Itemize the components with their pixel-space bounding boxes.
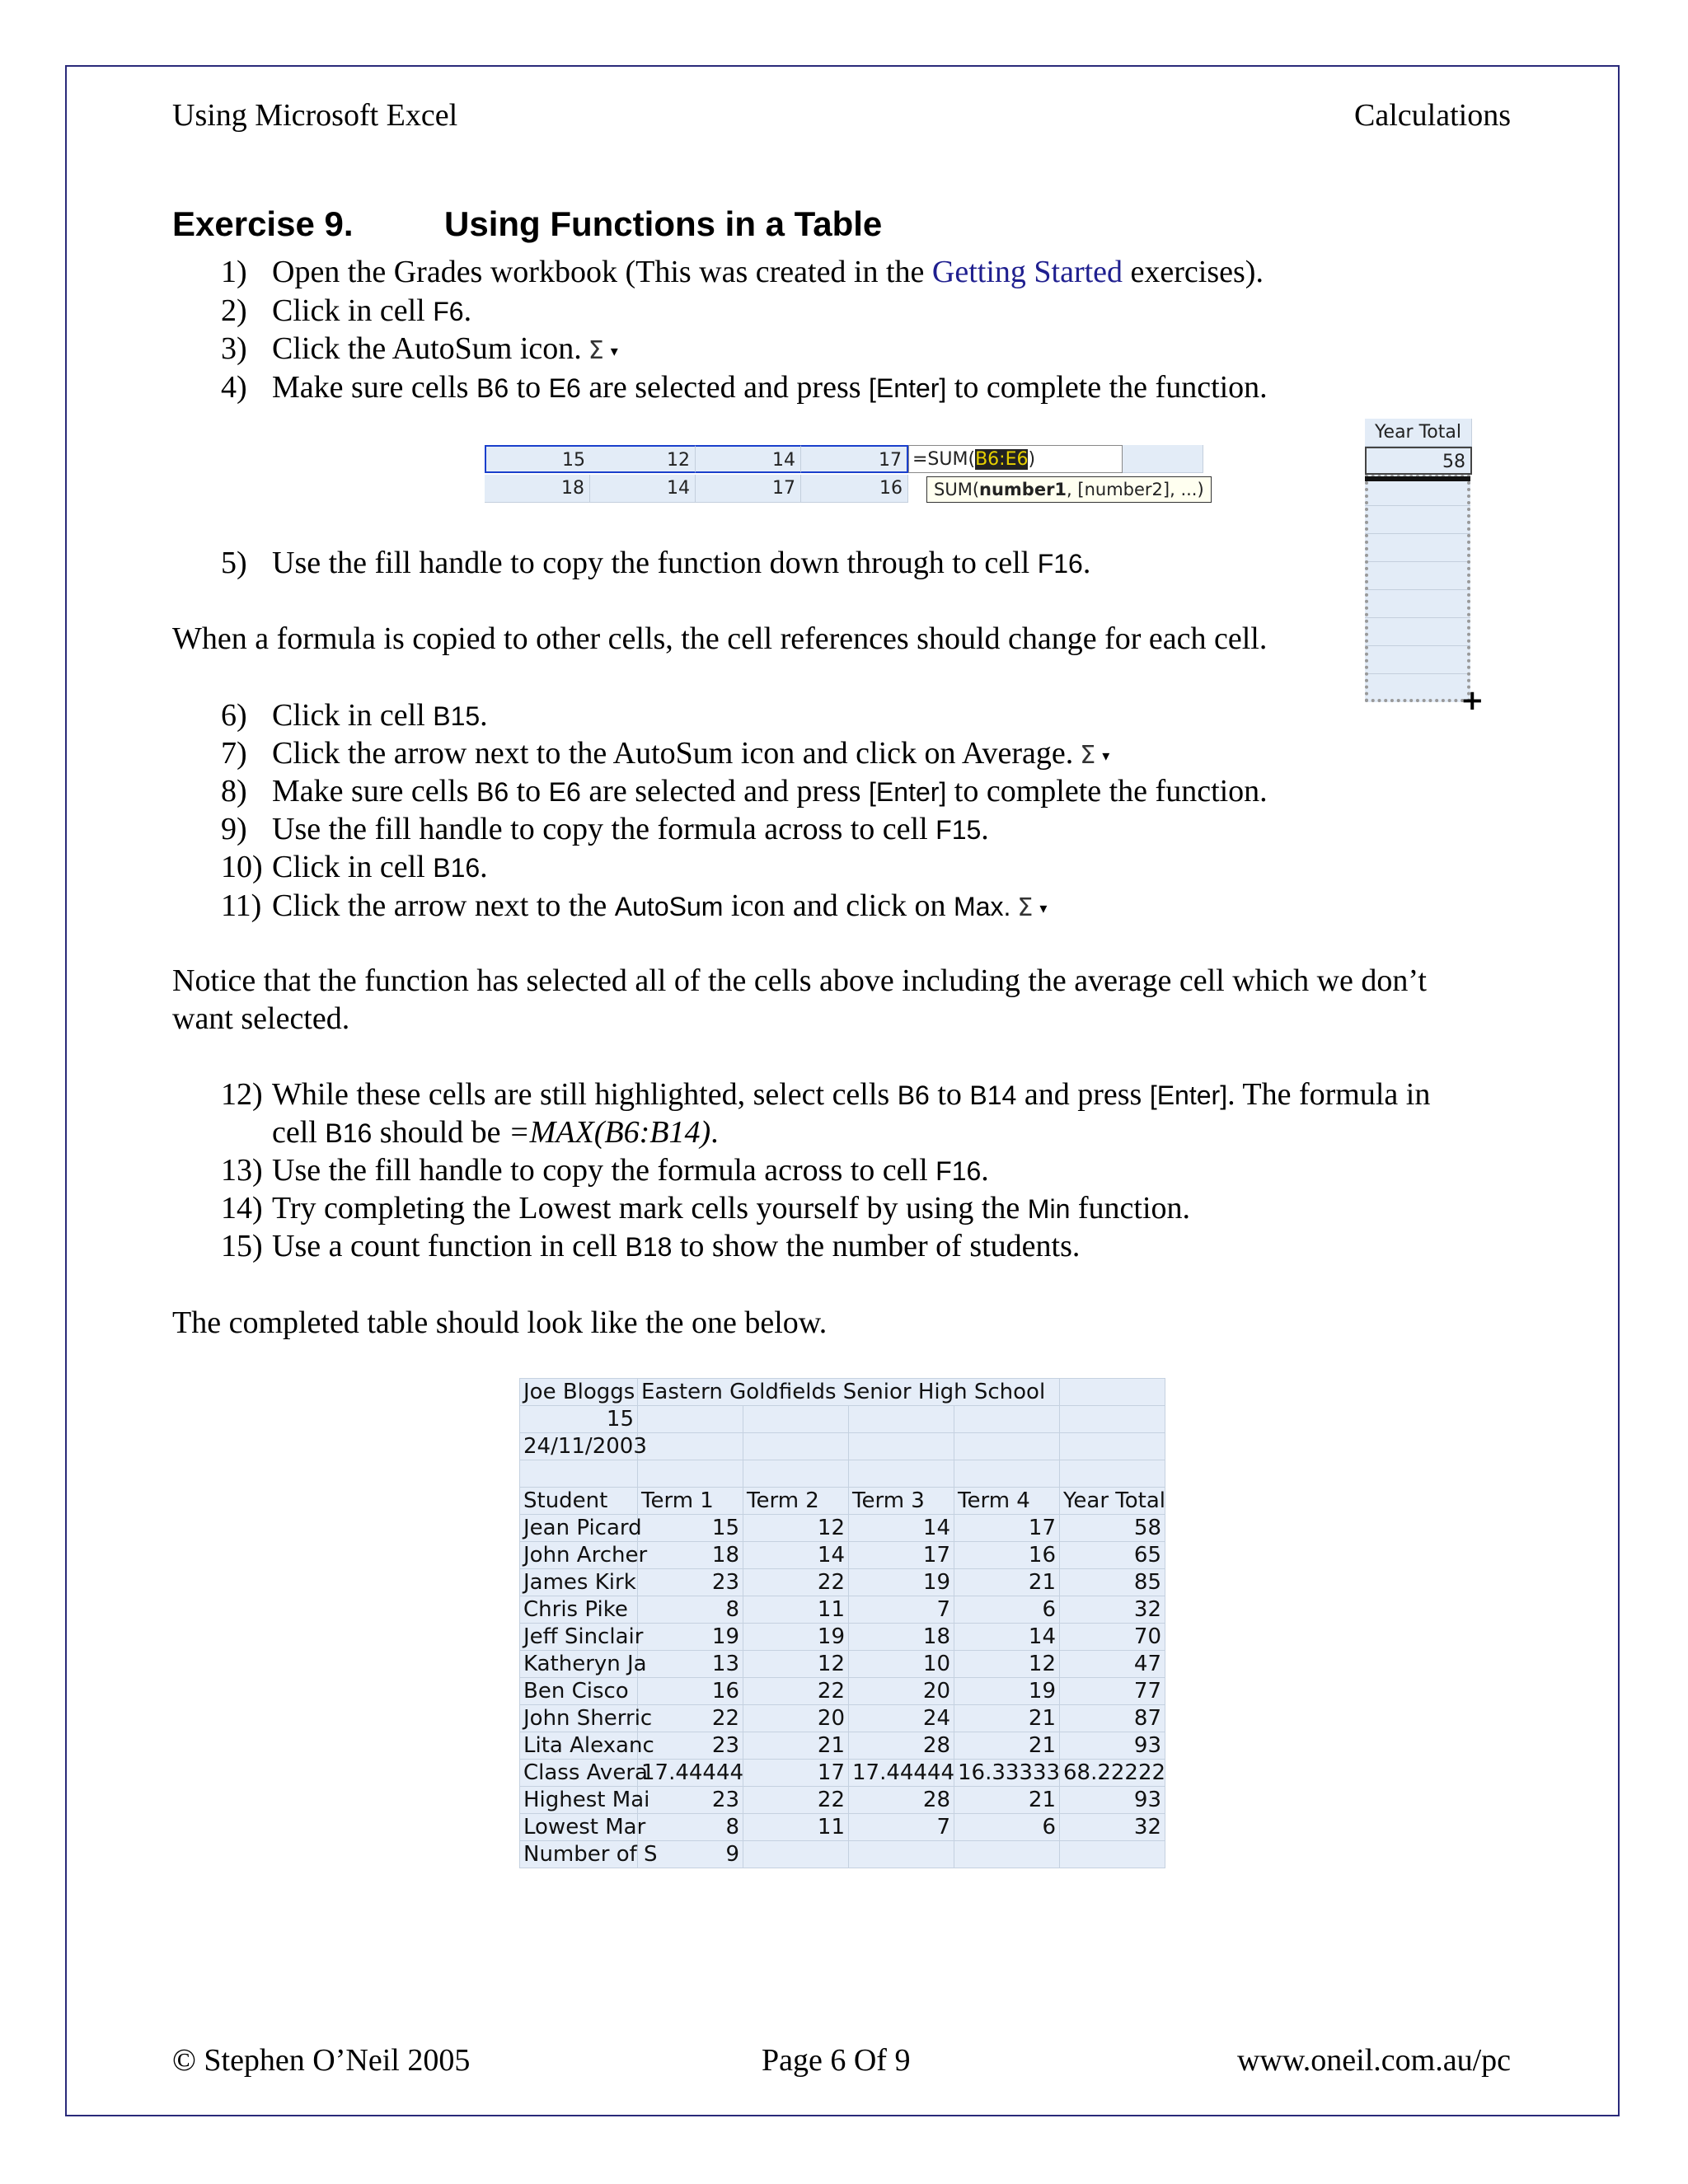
value-cell: 21 — [954, 1732, 1060, 1760]
value-cell: 28 — [849, 1732, 954, 1760]
note-completed-table: The completed table should look like the one below. — [172, 1305, 828, 1340]
row-label-cell: Jean Picard — [520, 1515, 638, 1542]
row-label-cell: Katheryn Ja — [520, 1651, 638, 1678]
cell-empty — [1123, 445, 1203, 473]
value-cell: 17.44444 — [849, 1760, 954, 1787]
value-cell: 19 — [743, 1624, 849, 1651]
value-cell: 10 — [849, 1651, 954, 1678]
sum-formula-screenshot — [485, 443, 1203, 504]
value-cell: 17 — [954, 1515, 1060, 1542]
table-header-row — [520, 1488, 1165, 1515]
table-row — [520, 1841, 1165, 1868]
autosum-icon: Σ — [1017, 893, 1034, 922]
value-cell: 77 — [1060, 1678, 1165, 1705]
column-header: Term 4 — [954, 1488, 1060, 1515]
value-cell: 16 — [638, 1678, 743, 1705]
table-row — [520, 1406, 1165, 1433]
row-label-cell: John Archer — [520, 1542, 638, 1569]
autosum-icon: Σ — [1080, 741, 1096, 770]
row-label-cell: Number of S — [520, 1841, 638, 1868]
header-left: Using Microsoft Excel — [172, 98, 458, 133]
value-cell: 22 — [743, 1678, 849, 1705]
table-row — [520, 1379, 1165, 1406]
value-cell: 22 — [743, 1569, 849, 1596]
value-cell: 23 — [638, 1787, 743, 1814]
getting-started-link[interactable]: Getting Started — [931, 255, 1123, 289]
table-row — [520, 1678, 1165, 1705]
value-cell: 11 — [743, 1596, 849, 1624]
table-cell: 15 — [520, 1406, 638, 1433]
table-row — [520, 1760, 1165, 1787]
row-label-cell: Lita Alexanc — [520, 1732, 638, 1760]
value-cell: 23 — [638, 1569, 743, 1596]
table-row — [520, 1787, 1165, 1814]
dropdown-caret-icon: ▾ — [1102, 747, 1110, 764]
value-cell: 21 — [954, 1705, 1060, 1732]
row-label-cell: Ben Cisco — [520, 1678, 638, 1705]
year-total-value: 58 — [1365, 447, 1472, 475]
value-cell: 6 — [954, 1596, 1060, 1624]
value-cell: 32 — [1060, 1814, 1165, 1841]
value-cell: 17.44444 — [638, 1760, 743, 1787]
value-cell: 12 — [954, 1651, 1060, 1678]
footer-page-number: Page 6 Of 9 — [762, 2043, 911, 2078]
value-cell — [954, 1841, 1060, 1868]
cell-c6: 12 — [590, 445, 696, 473]
value-cell: 70 — [1060, 1624, 1165, 1651]
value-cell: 12 — [743, 1515, 849, 1542]
footer-copyright: © Stephen O’Neil 2005 — [172, 2043, 471, 2078]
date-cell: 24/11/2003 — [520, 1433, 638, 1460]
cell-c7: 14 — [590, 475, 696, 503]
value-cell: 14 — [849, 1515, 954, 1542]
fill-handle-cursor-icon[interactable]: + — [1461, 684, 1484, 717]
value-cell: 16.33333 — [954, 1760, 1060, 1787]
value-cell: 15 — [638, 1515, 743, 1542]
value-cell: 21 — [954, 1569, 1060, 1596]
table-row — [520, 1596, 1165, 1624]
value-cell: 85 — [1060, 1569, 1165, 1596]
value-cell: 20 — [849, 1678, 954, 1705]
table-row — [520, 1732, 1165, 1760]
table-row — [520, 1705, 1165, 1732]
value-cell: 21 — [954, 1787, 1060, 1814]
table-cell — [1060, 1379, 1165, 1406]
value-cell — [743, 1841, 849, 1868]
completed-grades-table — [519, 1378, 1165, 1868]
value-cell: 32 — [1060, 1596, 1165, 1624]
formula-cell: =SUM(B6:E6) — [908, 445, 1123, 473]
row-label-cell: John Sherric — [520, 1705, 638, 1732]
value-cell: 17 — [743, 1760, 849, 1787]
value-cell: 21 — [743, 1732, 849, 1760]
cell-d7: 17 — [696, 475, 801, 503]
table-row — [520, 1460, 1165, 1488]
table-row — [520, 1433, 1165, 1460]
footer-url[interactable]: www.oneil.com.au/pc — [1236, 2043, 1511, 2078]
value-cell: 93 — [1060, 1732, 1165, 1760]
value-cell: 7 — [849, 1814, 954, 1841]
row-label-cell: Lowest Mar — [520, 1814, 638, 1841]
cell-d6: 14 — [696, 445, 801, 473]
autosum-icon: Σ — [588, 336, 604, 365]
header-right: Calculations — [1354, 98, 1511, 133]
table-row — [520, 1814, 1165, 1841]
exercise-label: Exercise 9. — [172, 204, 354, 243]
value-cell: 65 — [1060, 1542, 1165, 1569]
value-cell: 12 — [743, 1651, 849, 1678]
value-cell: 13 — [638, 1651, 743, 1678]
value-cell: 93 — [1060, 1787, 1165, 1814]
dropdown-caret-icon: ▾ — [1039, 899, 1048, 916]
value-cell: 14 — [743, 1542, 849, 1569]
row-label-cell: Highest Mai — [520, 1787, 638, 1814]
column-header: Term 1 — [638, 1488, 743, 1515]
table-row — [520, 1569, 1165, 1596]
exercise-title: Using Functions in a Table — [444, 204, 883, 243]
note-selection-line2: want selected. — [172, 1001, 350, 1036]
value-cell: 16 — [954, 1542, 1060, 1569]
year-total-header: Year Total — [1365, 419, 1472, 447]
value-cell: 14 — [954, 1624, 1060, 1651]
value-cell: 18 — [849, 1624, 954, 1651]
dropdown-caret-icon: ▾ — [610, 342, 618, 359]
value-cell: 19 — [849, 1569, 954, 1596]
student-name-cell: Joe Bloggs — [520, 1379, 638, 1406]
value-cell: 7 — [849, 1596, 954, 1624]
value-cell: 28 — [849, 1787, 954, 1814]
note-selection-line1: Notice that the function has selected all of the cells above including the average cell which we don’t — [172, 963, 1427, 998]
value-cell: 11 — [743, 1814, 849, 1841]
table-row — [520, 1624, 1165, 1651]
cell-b7: 18 — [485, 475, 590, 503]
row-label-cell: Class Avera — [520, 1760, 638, 1787]
value-cell: 8 — [638, 1814, 743, 1841]
value-cell: 68.22222 — [1060, 1760, 1165, 1787]
cell-e7: 16 — [801, 475, 908, 503]
table-row — [520, 1651, 1165, 1678]
row-label-cell: Chris Pike — [520, 1596, 638, 1624]
value-cell: 58 — [1060, 1515, 1165, 1542]
value-cell: 8 — [638, 1596, 743, 1624]
value-cell: 87 — [1060, 1705, 1165, 1732]
value-cell: 19 — [638, 1624, 743, 1651]
value-cell — [1060, 1841, 1165, 1868]
value-cell: 22 — [638, 1705, 743, 1732]
column-header: Term 3 — [849, 1488, 954, 1515]
value-cell: 20 — [743, 1705, 849, 1732]
cell-b6: 15 — [485, 445, 590, 473]
row-label-cell: Jeff Sinclair — [520, 1624, 638, 1651]
fill-border — [1365, 476, 1470, 481]
value-cell: 19 — [954, 1678, 1060, 1705]
note-copy-formula: When a formula is copied to other cells, the cell references should change for each cell. — [172, 621, 1268, 656]
column-header: Term 2 — [743, 1488, 849, 1515]
row-label-cell: James Kirk — [520, 1569, 638, 1596]
school-name-cell: Eastern Goldfields Senior High School — [638, 1379, 1060, 1406]
column-header: Year Total — [1060, 1488, 1165, 1515]
fill-range — [1365, 475, 1470, 702]
value-cell: 23 — [638, 1732, 743, 1760]
year-total-screenshot — [1365, 419, 1484, 717]
function-tooltip: SUM(number1, [number2], ...) — [926, 476, 1212, 503]
value-cell — [849, 1841, 954, 1868]
value-cell: 22 — [743, 1787, 849, 1814]
value-cell: 6 — [954, 1814, 1060, 1841]
value-cell: 18 — [638, 1542, 743, 1569]
column-header: Student — [520, 1488, 638, 1515]
value-cell: 24 — [849, 1705, 954, 1732]
value-cell: 47 — [1060, 1651, 1165, 1678]
cell-e6: 17 — [801, 445, 908, 473]
value-cell: 9 — [638, 1841, 743, 1868]
value-cell: 17 — [849, 1542, 954, 1569]
table-row — [520, 1515, 1165, 1542]
table-row — [520, 1542, 1165, 1569]
